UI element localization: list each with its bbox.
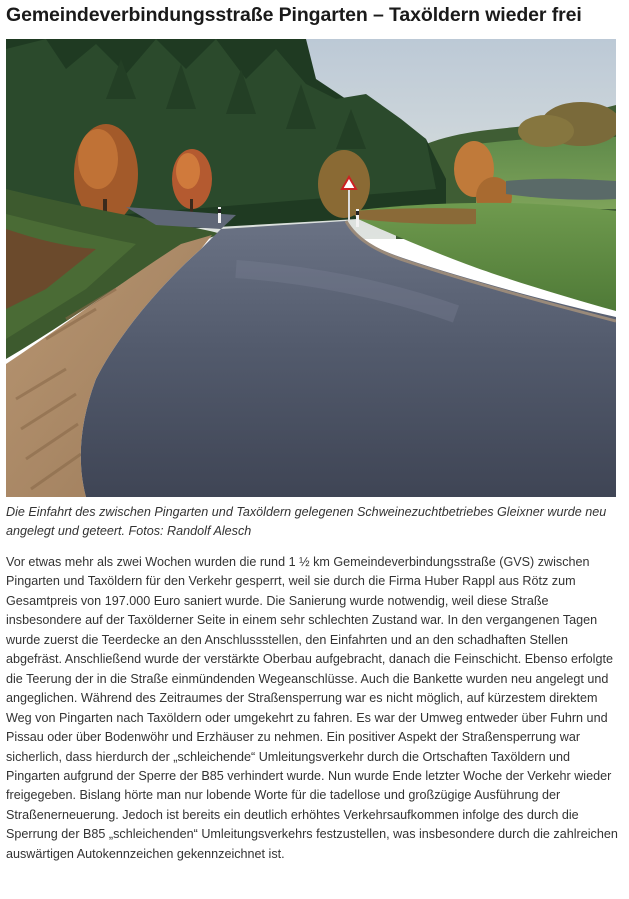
photo-caption: Die Einfahrt des zwischen Pingarten und Taxöldern gelegenen Schweinezuchtbetriebes Gleixner wurde neu angelegt und geteert. Fotos: Randolf Alesch (6, 505, 607, 538)
article-headline: Gemeindeverbindungsstraße Pingarten – Taxöldern wieder frei (6, 4, 582, 26)
article-photo (6, 39, 616, 497)
article-body: Vor etwas mehr als zwei Wochen wurden die rund 1 ½ km Gemeindeverbindungsstraße (GVS) zwischen Pingarten und Taxöldern für den Verkehr gesperrt, weil sie durch die Firma Huber Rappl aus Rötz zum Gesamtpreis von 197.000 Euro saniert wurde. Die Sanierung wurde notwendig, weil diese Straße insbesondere auf der Taxölderner Seite in einem sehr schlechten Zustand war. In den vergangenen Tagen wurde zuerst die Teerdecke an den Anschlussstellen, den Einfahrten und an den schadhaften Stellen abgefräst. Anschließend wurde der verstärkte Oberbau aufgebracht, danach die Feinschicht. Ebenso erfolgte die Teerung der in die Straße einmündenden Wegeanschlüsse. Auch die Bankette wurden neu angelegt und angeglichen. Während des Zeitraumes der Straßensperrung war es nicht möglich, auf kürzestem direktem Weg von Pingarten nach Taxöldern oder umgekehrt zu fahren. Es war der Umweg entweder über Fuhrn und Pissau oder über Bodenwöhr und Erzhäuser zu nehmen. Ein positiver Aspekt der Straßensperrung war sicherlich, dass hierdurch der „schleichende“ Umleitungsverkehr durch die Ortschaften Taxöldern und Pingarten aufgrund der Sperre der B85 verhindert wurde. Nun wurde Ende letzter Woche der Verkehr wieder freigegeben. Bislang hörte man nur lobende Worte für die tadellose und großzügige Ausführung der Straßenerneuerung. Jedoch ist bereits ein deutlich erhöhtes Verkehrsaufkommen infolge des durch die Sperrung der B85 „schleichenden“ Umleitungsverkehrs festzustellen, was insbesondere durch die zahlreichen auswärtigen Autokennzeichen gekennzeichnet ist. (6, 555, 618, 861)
